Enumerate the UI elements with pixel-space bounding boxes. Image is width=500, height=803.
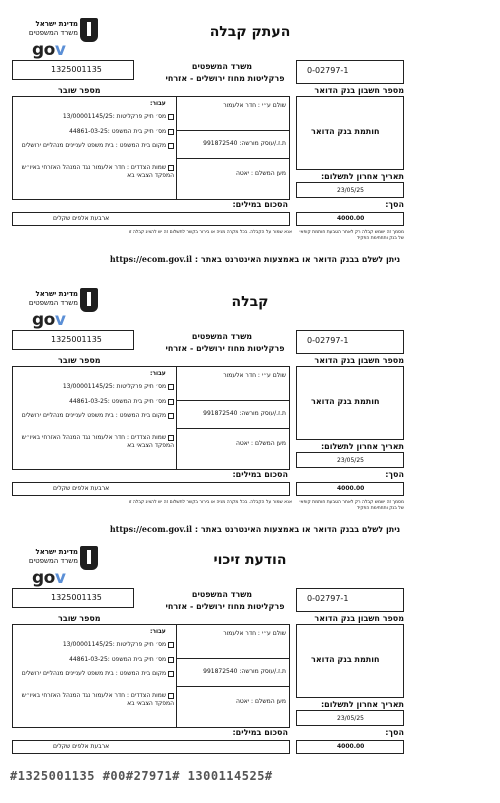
item-parties: שמות הצדדים : חדר אלעמור נגד המנהל האזרחי באיו״ש המפקד הצבאי בא xyxy=(21,164,174,179)
checkbox[interactable] xyxy=(168,114,174,120)
account-label: מספר חשבון בנק הדואר xyxy=(314,356,404,365)
checkbox[interactable] xyxy=(168,657,174,663)
due-date-label: תאריך אחרון לתשלום: xyxy=(320,172,404,181)
slip-title: קבלה xyxy=(231,294,269,310)
gov-logo: gov xyxy=(32,310,66,330)
checkbox[interactable] xyxy=(168,399,174,405)
item-court-location: מקום בית המשפט : בית משפט לעניינים מנהליים ירושלים xyxy=(20,142,174,150)
payer-address: מען המשלם : יאטה xyxy=(235,170,286,177)
item-court-file: מס׳ תיק בית המשפט :44861-03-25 xyxy=(20,656,174,663)
voucher-number-box: 1325001135 xyxy=(12,330,134,350)
item-parties: שמות הצדדים : חדר אלעמור נגד המנהל האזרחי באיו״ש המפקד הצבאי בא xyxy=(21,434,174,449)
for-label: עבור: xyxy=(150,628,166,635)
checkbox[interactable] xyxy=(168,413,174,419)
checkbox[interactable] xyxy=(168,165,174,171)
stamp-note: מסמך זה ישמש קבלה רק לאחר הטבעת חותמת קופאי של בנק ותחתימת הפקיד xyxy=(299,500,404,511)
checkbox[interactable] xyxy=(168,384,174,390)
keep-receipt-note: אנא שמור על הקבלה. בכל מקרה מניה או בירור בקשר לתשלום זה יש להציג קבלה זו xyxy=(128,230,292,235)
item-prosecution-file: מס׳ תיק פרקליטות :13/00001145/25 xyxy=(20,383,174,390)
state-emblem-text: מדינת ישראל משרד המשפטים xyxy=(28,290,78,307)
payer-address: מען המשלם : יאטה xyxy=(235,698,286,705)
payer-address: מען המשלם : יאטה xyxy=(235,440,286,447)
gov-logo: gov xyxy=(32,40,66,60)
pay-url-link[interactable]: https://ecom.gov.il xyxy=(109,524,193,534)
state-emblem-text: מדינת ישראל משרד המשפטים xyxy=(28,20,78,37)
slip-title: העתק קבלה xyxy=(209,24,291,40)
sum-words-label: הסכום במילים: xyxy=(232,200,288,209)
due-date-box: 23/05/25 xyxy=(296,710,404,726)
for-label: עבור: xyxy=(150,100,166,107)
state-emblem-text: מדינת ישראל משרד המשפטים xyxy=(28,548,78,565)
id-field: ת.ז./עוסק מורשה: 991872540 xyxy=(203,140,286,147)
checkbox[interactable] xyxy=(168,143,174,149)
sum-words-box: ארבעת אלפים שקלים xyxy=(12,740,290,754)
amount-label: הסך: xyxy=(385,470,404,479)
slip-title: הודעת זיכוי xyxy=(213,552,287,568)
checkbox[interactable] xyxy=(168,435,174,441)
sum-words-box: ארבעת אלפים שקלים xyxy=(12,482,290,496)
voucher-label: מספר שובר xyxy=(58,614,101,623)
amount-box: 4000.00 xyxy=(296,482,404,496)
sum-words-box: ארבעת אלפים שקלים xyxy=(12,212,290,226)
voucher-label: מספר שובר xyxy=(58,86,101,95)
item-prosecution-file: מס׳ תיק פרקליטות :13/00001145/25 xyxy=(20,641,174,648)
stamp-box: חותמת בנק הדואר xyxy=(296,96,404,170)
item-prosecution-file: מס׳ תיק פרקליטות :13/00001145/25 xyxy=(20,113,174,120)
amount-label: הסך: xyxy=(385,728,404,737)
due-date-label: תאריך אחרון לתשלום: xyxy=(320,700,404,709)
voucher-label: מספר שובר xyxy=(58,356,101,365)
payment-slip xyxy=(0,288,500,548)
pay-online-text: ניתן לשלם בבנק הדואר או באמצעות האינטרנט באתר : https://ecom.gov.il xyxy=(109,524,401,534)
department-name: פרקליטות מחוז ירושלים - אזרחי xyxy=(165,344,285,353)
menorah-icon xyxy=(80,546,98,570)
ministry-name: משרד המשפטים xyxy=(191,590,253,599)
menorah-icon xyxy=(80,288,98,312)
checkbox[interactable] xyxy=(168,129,174,135)
department-name: פרקליטות מחוז ירושלים - אזרחי xyxy=(165,602,285,611)
amount-box: 4000.00 xyxy=(296,212,404,226)
sum-words-label: הסכום במילים: xyxy=(232,470,288,479)
pay-url-link[interactable]: https://ecom.gov.il xyxy=(109,254,193,264)
checkbox[interactable] xyxy=(168,693,174,699)
stamp-box: חותמת בנק הדואר xyxy=(296,366,404,440)
id-field: ת.ז./עוסק מורשה: 991872540 xyxy=(203,410,286,417)
amount-label: הסך: xyxy=(385,200,404,209)
item-court-location: מקום בית המשפט : בית משפט לעניינים מנהליים ירושלים xyxy=(20,412,174,420)
due-date-box: 23/05/25 xyxy=(296,182,404,198)
paid-by: שולם ע״י : חדר אלעמור xyxy=(223,630,286,637)
item-parties: שמות הצדדים : חדר אלעמור נגד המנהל האזרחי באיו״ש המפקד הצבאי בא xyxy=(21,692,174,707)
due-date-box: 23/05/25 xyxy=(296,452,404,468)
ministry-name: משרד המשפטים xyxy=(191,62,253,71)
due-date-label: תאריך אחרון לתשלום: xyxy=(320,442,404,451)
amount-box: 4000.00 xyxy=(296,740,404,754)
payment-slip xyxy=(0,546,500,803)
checkbox[interactable] xyxy=(168,642,174,648)
paid-by: שולם ע״י : חדר אלעמור xyxy=(223,372,286,379)
menorah-icon xyxy=(80,18,98,42)
account-label: מספר חשבון בנק הדואר xyxy=(314,86,404,95)
pay-online-text: ניתן לשלם בבנק הדואר או באמצעות האינטרנט באתר : https://ecom.gov.il xyxy=(109,254,401,264)
department-name: פרקליטות מחוז ירושלים - אזרחי xyxy=(165,74,285,83)
account-label: מספר חשבון בנק הדואר xyxy=(314,614,404,623)
id-field: ת.ז./עוסק מורשה: 991872540 xyxy=(203,668,286,675)
item-court-location: מקום בית המשפט : בית משפט לעניינים מנהליים ירושלים xyxy=(20,670,174,678)
payment-slip xyxy=(0,18,500,278)
item-court-file: מס׳ תיק בית המשפט :44861-03-25 xyxy=(20,398,174,405)
account-number-box: 0-02797-1 xyxy=(296,60,404,84)
stamp-box: חותמת בנק הדואר xyxy=(296,624,404,698)
keep-receipt-note: אנא שמור על הקבלה. בכל מקרה מניה או בירור בקשר לתשלום זה יש להציג קבלה זו xyxy=(128,500,292,505)
stamp-note: מסמך זה ישמש קבלה רק לאחר הטבעת חותמת קופאי של בנק ותחתימת הפקיד xyxy=(299,230,404,241)
item-court-file: מס׳ תיק בית המשפט :44861-03-25 xyxy=(20,128,174,135)
ministry-name: משרד המשפטים xyxy=(191,332,253,341)
for-label: עבור: xyxy=(150,370,166,377)
barcode-line: #1325001135 #00#27971# 1300114525# xyxy=(10,769,273,783)
sum-words-label: הסכום במילים: xyxy=(232,728,288,737)
voucher-number-box: 1325001135 xyxy=(12,588,134,608)
gov-logo: gov xyxy=(32,568,66,588)
checkbox[interactable] xyxy=(168,671,174,677)
paid-by: שולם ע״י : חדר אלעמור xyxy=(223,102,286,109)
account-number-box: 0-02797-1 xyxy=(296,588,404,612)
voucher-number-box: 1325001135 xyxy=(12,60,134,80)
account-number-box: 0-02797-1 xyxy=(296,330,404,354)
